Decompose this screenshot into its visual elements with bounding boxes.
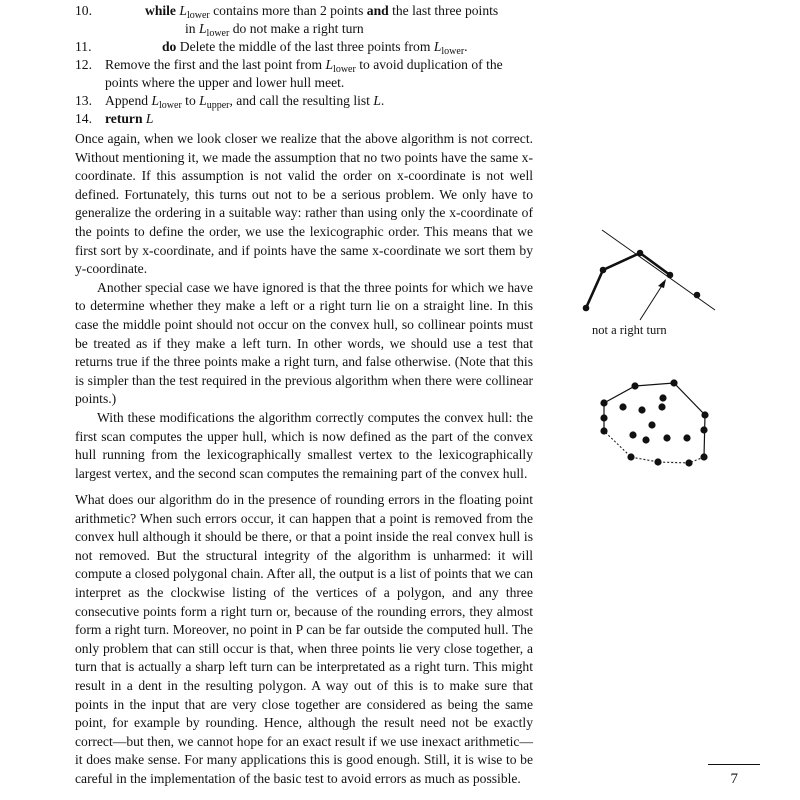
figure-right-turn xyxy=(570,220,730,330)
subscript: lower xyxy=(186,10,210,21)
list-symbol: L xyxy=(198,21,207,36)
line-text: Remove the first and the last point from xyxy=(105,57,326,72)
body-text-block-1 xyxy=(75,130,533,483)
list-symbol: L xyxy=(145,111,154,126)
turn-point xyxy=(637,250,644,257)
figure-convex-hull xyxy=(590,370,730,475)
list-symbol: L xyxy=(373,93,381,108)
paragraph-collinear-points: Another special case we have ignored is that the three points for which we have to determine whether they make a left or a right turn lie on a straight line. In this case the middle point should not occur on the convex hull, so collinear points must be treated as if they make a left turn. In other words, we should use a test that returns true if the three points make a right turn, and false otherwise. (Note that this is simpler than the test required in the previous algorithm when there were collinear points.) xyxy=(75,279,533,407)
turn-chain xyxy=(586,253,670,308)
subscript: lower xyxy=(206,28,230,39)
keyword-and: and xyxy=(366,3,389,18)
figure-caption: not a right turn xyxy=(592,323,667,337)
subscript: lower xyxy=(333,64,356,75)
body-text-block-2 xyxy=(75,491,533,789)
line-number: 14. xyxy=(75,111,92,126)
line-text: to avoid duplication of the xyxy=(355,57,503,72)
keyword-while: while xyxy=(145,3,176,18)
subscript: lower xyxy=(441,46,465,57)
line-number: 10. xyxy=(75,3,92,18)
line-text: , and call the resulting list xyxy=(229,93,374,108)
line-number: 11. xyxy=(75,39,92,54)
point-set xyxy=(600,379,708,466)
algorithm-line-10 xyxy=(75,2,535,20)
subscript: upper xyxy=(206,100,230,111)
line-text: points where the upper and lower hull meet. xyxy=(105,75,345,90)
list-symbol: L xyxy=(433,39,442,54)
algorithm-line-10-cont xyxy=(75,20,535,38)
line-text: Append xyxy=(105,93,152,108)
line-text: contains more than 2 points xyxy=(209,3,367,18)
turn-point xyxy=(667,272,674,279)
turn-point xyxy=(583,305,590,312)
line-text: . xyxy=(464,39,468,54)
turn-point xyxy=(600,267,607,274)
list-symbol: L xyxy=(325,57,334,72)
keyword-return: return xyxy=(105,111,143,126)
turn-point xyxy=(694,292,701,299)
page-number: 7 xyxy=(730,771,738,787)
page-number-rule xyxy=(708,764,760,765)
list-symbol: L xyxy=(179,3,187,18)
list-symbol: L xyxy=(199,93,207,108)
line-text: in xyxy=(185,21,199,36)
algorithm-listing xyxy=(75,2,535,126)
algorithm-line-12 xyxy=(75,56,535,74)
list-symbol: L xyxy=(151,93,159,108)
paragraph-modifications: With these modifications the algorithm correctly computes the convex hull: the first scan computes the upper hull, which is now defined as the part of the convex hull running from the lexicographically smallest vertex to the lexicographically largest vertex, and the second scan computes the remaining part of the convex hull. xyxy=(75,409,533,481)
line-text: Delete the middle of the last three points from xyxy=(176,39,434,54)
line-number: 13. xyxy=(75,93,92,108)
algorithm-line-13 xyxy=(75,92,535,110)
arrow-head-icon xyxy=(658,279,666,288)
subscript: lower xyxy=(159,100,182,111)
algorithm-line-12-cont xyxy=(75,74,535,92)
line-text: the last three points xyxy=(388,3,499,18)
line-text: do not make a right turn xyxy=(229,21,364,36)
line-text: to xyxy=(181,93,200,108)
keyword-do: do xyxy=(162,39,177,54)
line-text: . xyxy=(380,93,385,108)
paragraph-rounding-errors: What does our algorithm do in the presence of rounding errors in the floating point arithmetic? When such errors occur, it can happen that a point is removed from the convex hull although it should be there, or that a point inside the real convex hull is not removed. But the structural integrity of the algorithm is unharmed: it will compute a closed polygonal chain. After all, the output is a list of points that we can interpret as the clockwise listing of the vertices of a polygon, and any three consecutive points form a right turn or, because of the rounding errors, they almost form a right turn. Moreover, no point in P can be far outside the computed hull. The only problem that can still occur is that, when three points lie very close together, a turn that is actually a sharp left turn can be interpretated as a right turn. This might result in a dent in the resulting polygon. A way out of this is to make sure that points in the input that are very close together are considered as being the same point, for example by rounding. Hence, although the result need not be exactly correct—but then, we cannot hope for an exact result if we use inexact arithmetic—it does make sense. For many applications this is good enough. Still, it is wise to be careful in the implementation of the basic test to avoid errors as much as possible. xyxy=(75,492,533,786)
pointer-arrow xyxy=(640,284,663,320)
algorithm-line-11 xyxy=(75,38,535,56)
algorithm-line-14 xyxy=(75,110,535,128)
paragraph-lexicographic-order: Once again, when we look closer we realize that the above algorithm is not correct. Without mentioning it, we made the assumption that no two points have the same x-coordinate. If this assumption is not valid the order on x-coordinate is not well defined. Fortunately, this turns out not to be a serious problem. We only have to generalize the ordering in a suitable way: rather than using only the x-coordinate of the points to define the order, we use the lexicographic order. This means that we first sort by x-coordinate, and if points have the same x-coordinate we sort them by y-coordinate. xyxy=(75,131,533,277)
line-number: 12. xyxy=(75,57,92,72)
